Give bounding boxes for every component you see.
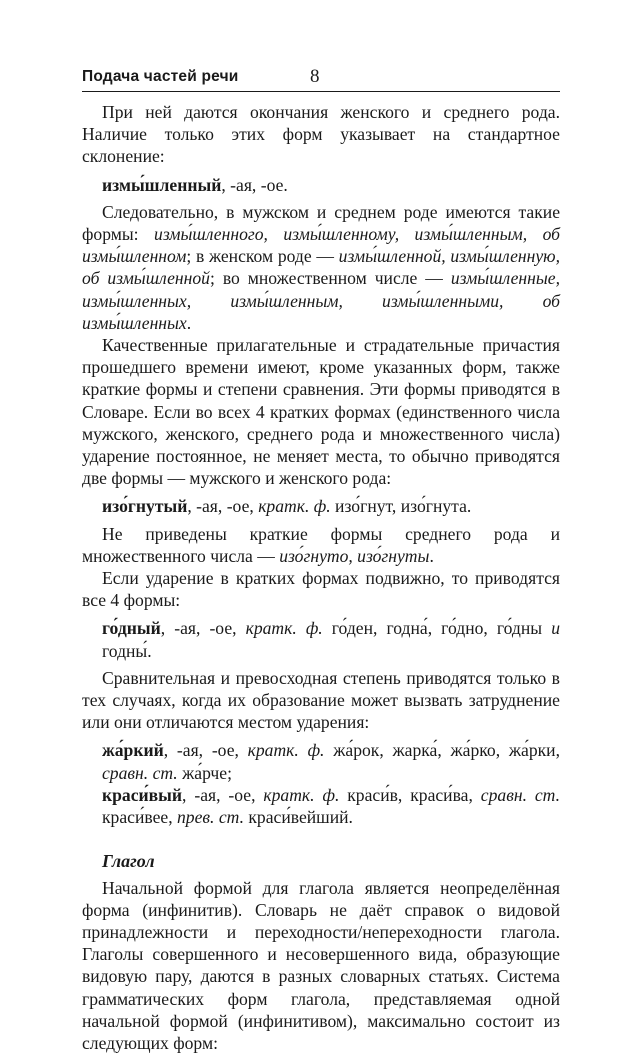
entry-text: , -ая, -ое, [187,496,258,516]
entry-text: изо́гнут, изо́гнута. [331,496,472,516]
entry-text: жа́рок, жарка́, жа́рко, жа́рки, [324,740,560,760]
text-run: . [429,546,433,566]
headword: изо́гнутый [102,496,187,516]
abbreviation: сравн. ст. [481,785,560,805]
entry-text: краси́в, краси́ва, [339,785,480,805]
text-run: Не приведены краткие формы среднего рода и множественного числа — [82,524,560,566]
entry-text: , -ая, -ое, [161,618,246,638]
example-entry [82,617,560,661]
abbreviation: кратк. ф. [263,785,339,805]
entry-text: годны́. [102,641,152,661]
abbreviation: сравн. ст. [102,763,178,783]
section-heading: Глагол [102,850,560,872]
entry-text: , -ая, -ое, [164,740,248,760]
headword: измы́шленный [102,175,221,195]
abbreviation: кратк. ф. [246,618,323,638]
abbreviation: кратк. ф. [258,496,330,516]
italic-forms: изо́гнуто, изо́гнуты [279,546,429,566]
paragraph [82,523,560,567]
body-text [82,101,560,1054]
entry-text: , -ая, -ое. [221,175,287,195]
text-run: ; в женском роде — [186,246,338,266]
paragraph: Сравнительная и превосходная степень приводятся только в тех случаях, когда их образование может вызвать затруднение или они отличаются местом ударения: [82,667,560,734]
page-header [82,68,559,90]
entry-text: жа́рче; [178,763,232,783]
page-number: 8 [310,66,320,88]
italic-forms: измы́шленного, измы́шленному, измы́шленным, об измы́шленном [82,224,560,266]
paragraph: Начальной формой для глагола является неопределённая форма (инфинитив). Словарь не даёт справок о видовой принадлежности и переходности/непереходности глагола. Глаголы совершенного и несовершенного вида, образующие видовую пару, даются в разных словарных статьях. Система грамматических форм глагола, представляемая одной начальной формой (инфинитивом), максимально состоит из следующих форм: [82,877,560,1054]
italic-forms: измы́шленной, измы́шленную, об измы́шленной [82,246,560,288]
abbreviation: прев. ст. [177,807,244,827]
example-entry [82,739,560,783]
abbreviation: кратк. ф. [248,740,325,760]
paragraph: Качественные прилагательные и страдательные причастия прошедшего времени имеют, кроме указанных форм, также краткие формы и степени сравнения. Эти формы приводятся в Словаре. Если во всех 4 кратких формах (единственного числа мужского, женского, среднего рода и множественного числа) ударение постоянное, не меняет места, то обычно приводятся две формы — мужского и женского рода: [82,334,560,489]
headword: жа́ркий [102,740,164,760]
conjunction: и [551,618,560,638]
paragraph: При ней даются окончания женского и среднего рода. Наличие только этих форм указывает на стандартное склонение: [82,101,560,168]
running-head: Подача частей речи [82,68,239,86]
text-run: . [187,313,191,333]
header-rule [82,91,560,92]
example-entry [82,495,560,517]
entry-text: краси́вее, [102,807,177,827]
headword: краси́вый [102,785,182,805]
example-entry [82,784,560,828]
headword: го́дный [102,618,161,638]
text-run: Следовательно, в мужском и среднем роде имеются такие формы: [82,202,560,244]
italic-forms: измы́шленные, измы́шленных, измы́шленным, измы́шленными, об измы́шленных [82,268,560,332]
text-run: ; во множественном числе — [210,268,451,288]
paragraph [82,201,560,334]
paragraph: Если ударение в кратких формах подвижно, то приводятся все 4 формы: [82,567,560,611]
entry-text: , -ая, -ое, [182,785,263,805]
entry-text: го́ден, годна́, го́дно, го́дны [323,618,551,638]
example-entry [82,174,560,196]
entry-text: краси́вейший. [244,807,353,827]
